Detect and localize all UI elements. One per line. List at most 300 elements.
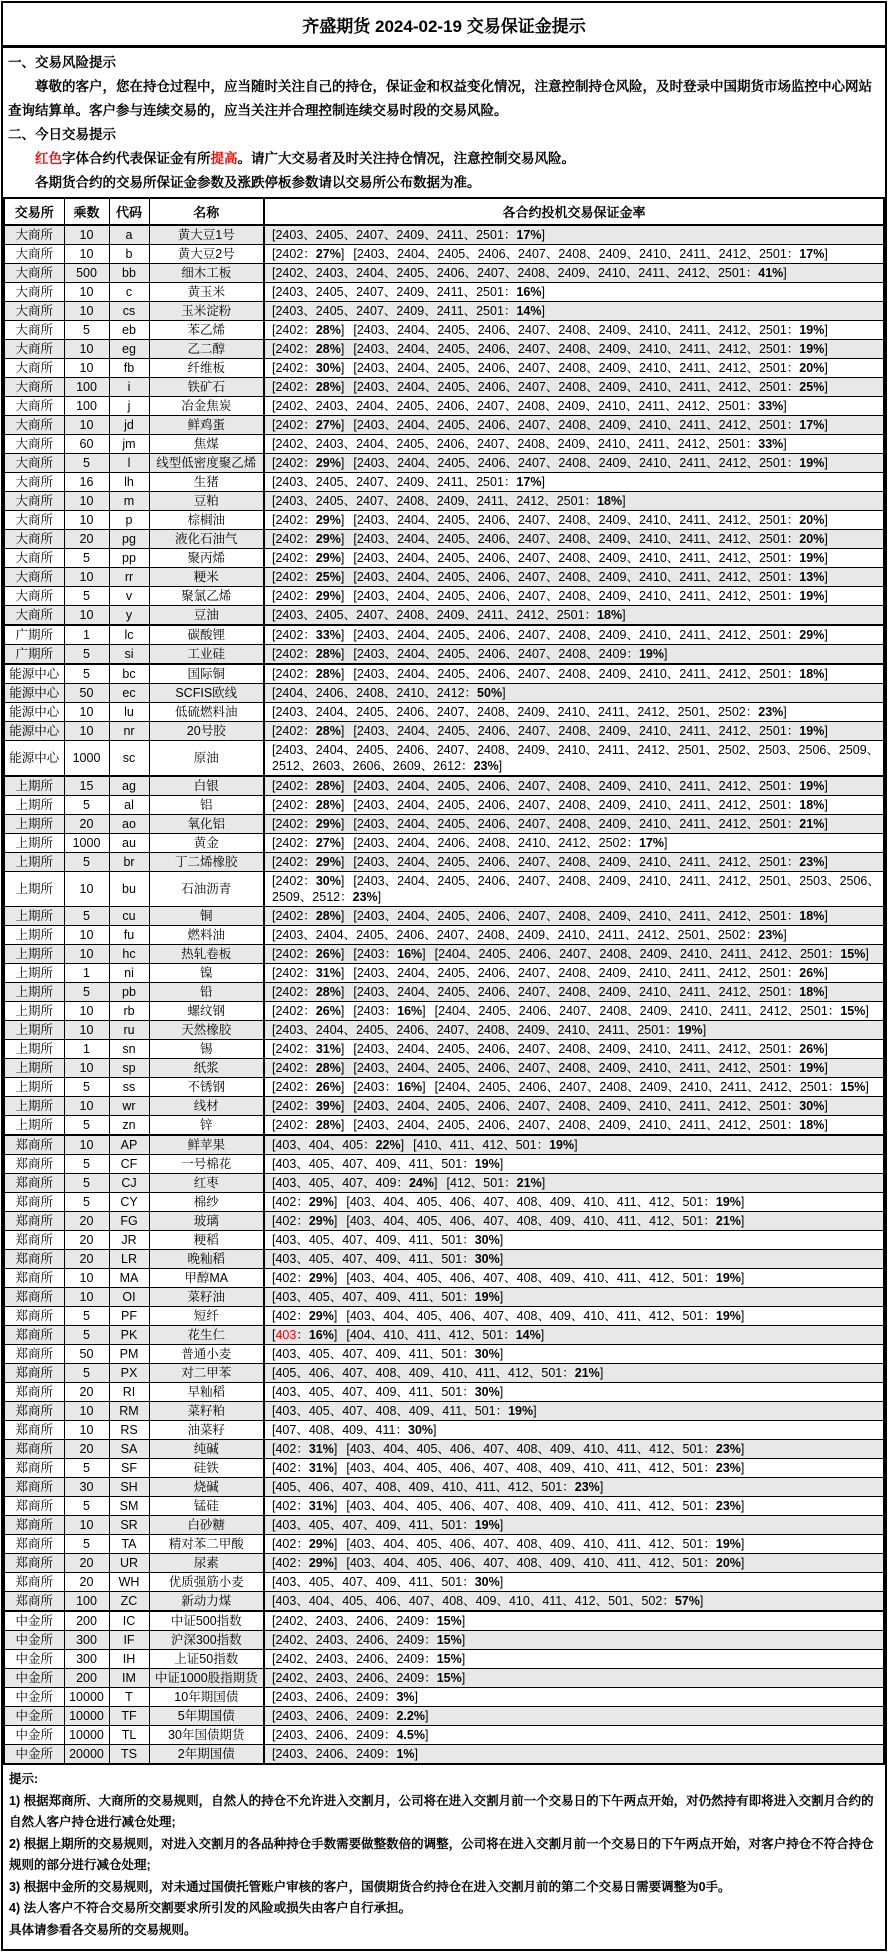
cell-code: OI xyxy=(109,1288,149,1307)
col-header-exchange: 交易所 xyxy=(4,198,64,225)
rate-segment: [2403、2406、2409：1%] xyxy=(272,1747,418,1761)
rate-segment: [403、405、407、409、411、501：19%] xyxy=(272,1518,504,1532)
rate-segment: [2402：29%] xyxy=(272,456,345,470)
cell-multiplier: 10 xyxy=(64,872,109,907)
margin-rate: 31% xyxy=(315,966,341,980)
cell-exchange: 上期所 xyxy=(4,815,64,834)
rate-segment: [2402：26%] xyxy=(272,947,345,961)
margin-rate: 18% xyxy=(799,909,825,923)
cell-name: 红枣 xyxy=(149,1174,264,1193)
contract-months: 2403、2405、2407、2409、2411、2501 xyxy=(275,475,504,489)
rate-segment: [402：29%] xyxy=(272,1271,338,1285)
contract-months: 403、404、405、406、407、408、409、410、411、412、501 xyxy=(349,1214,704,1228)
margin-rate: 25% xyxy=(315,570,341,584)
contract-months: 2402 xyxy=(275,874,304,888)
contract-months: 2402 xyxy=(275,551,304,565)
cell-multiplier: 15 xyxy=(64,776,109,796)
risk-section-heading: 一、交易风险提示 xyxy=(8,55,116,70)
cell-rates xyxy=(264,1097,884,1116)
margin-rate: 29% xyxy=(308,1195,334,1209)
margin-rate: 30% xyxy=(474,1233,500,1247)
margin-rate: 15% xyxy=(840,1080,866,1094)
margin-rate: 28% xyxy=(315,724,341,738)
rate-segment: [2403、2404、2405、2406、2407、2408、2409、2410、2411、2412、2501：26%] xyxy=(353,1042,828,1056)
cell-rates xyxy=(264,245,884,264)
cell-rates xyxy=(264,587,884,606)
contract-months: 2402、2403、2404、2405、2406、2407、2408、2409、2410、2411、2412、2501 xyxy=(275,266,746,280)
margin-rate: 16% xyxy=(397,1004,423,1018)
cell-multiplier: 5 xyxy=(64,321,109,340)
margin-rate: 29% xyxy=(315,532,341,546)
contract-months: 2402 xyxy=(275,647,304,661)
contract-months: 403、404、405、406、407、408、409、410、411、412、501 xyxy=(349,1537,704,1551)
cell-rates xyxy=(264,1002,884,1021)
margin-rate: 30% xyxy=(408,1423,434,1437)
rate-segment: [403、404、405、406、407、408、409、410、411、412、501、502：57%] xyxy=(272,1594,704,1608)
cell-multiplier: 10000 xyxy=(64,1688,109,1707)
cell-exchange: 上期所 xyxy=(4,1097,64,1116)
contract-months: 2402 xyxy=(275,947,304,961)
table-row xyxy=(4,378,884,397)
rate-segment: [2403、2404、2405、2406、2407、2408、2409、2410、2411、2412、2501：20%] xyxy=(353,513,828,527)
cell-exchange: 郑商所 xyxy=(4,1193,64,1212)
rate-segment: [402：29%] xyxy=(272,1214,338,1228)
cell-multiplier: 300 xyxy=(64,1650,109,1669)
cell-exchange: 上期所 xyxy=(4,907,64,926)
cell-multiplier: 5 xyxy=(64,907,109,926)
cell-exchange: 大商所 xyxy=(4,302,64,321)
rate-segment: [2402：33%] xyxy=(272,628,345,642)
cell-multiplier: 10 xyxy=(64,1402,109,1421)
rate-segment: [402：29%] xyxy=(272,1537,338,1551)
contract-months: 2403、2404、2405、2406、2407、2408、2409、2410、2411、2412、2501 xyxy=(356,798,787,812)
rate-segment: [2404、2406、2408、2410、2412：50%] xyxy=(272,686,506,700)
cell-code: j xyxy=(109,397,149,416)
table-row xyxy=(4,722,884,741)
margin-rate: 31% xyxy=(315,1042,341,1056)
cell-multiplier: 10 xyxy=(64,416,109,435)
margin-rate: 50% xyxy=(477,686,503,700)
rate-segment: [410、411、412、501：19%] xyxy=(413,1138,578,1152)
table-row xyxy=(4,302,884,321)
rate-segment: [2403：16%] xyxy=(353,1080,426,1094)
col-header-name: 名称 xyxy=(149,198,264,225)
cell-name: 乙二醇 xyxy=(149,340,264,359)
col-header-multiplier: 乘数 xyxy=(64,198,109,225)
margin-rate: 28% xyxy=(315,667,341,681)
margin-rate: 28% xyxy=(315,779,341,793)
rate-segment: [2402：39%] xyxy=(272,1099,345,1113)
cell-rates xyxy=(264,416,884,435)
cell-rates xyxy=(264,511,884,530)
cell-exchange: 能源中心 xyxy=(4,684,64,703)
contract-months: 403、404、405、406、407、408、409、410、411、412、501 xyxy=(349,1309,704,1323)
cell-rates xyxy=(264,1364,884,1383)
cell-name: 纯碱 xyxy=(149,1440,264,1459)
cell-rates xyxy=(264,1726,884,1745)
cell-exchange: 上期所 xyxy=(4,1021,64,1040)
cell-rates xyxy=(264,1669,884,1688)
cell-multiplier: 10 xyxy=(64,359,109,378)
table-row xyxy=(4,606,884,626)
cell-rates xyxy=(264,1174,884,1193)
rate-segment: [2402：29%] xyxy=(272,513,345,527)
cell-code: si xyxy=(109,645,149,665)
cell-name: 硅铁 xyxy=(149,1459,264,1478)
margin-rate: 39% xyxy=(315,1099,341,1113)
table-row xyxy=(4,454,884,473)
contract-months: 403、405、407、409 xyxy=(275,1176,397,1190)
table-row xyxy=(4,397,884,416)
table-row xyxy=(4,225,884,245)
margin-rate: 19% xyxy=(549,1138,575,1152)
rate-segment: [403、404、405：22%] xyxy=(272,1138,405,1152)
cell-rates xyxy=(264,1135,884,1155)
contract-months: 2402 xyxy=(275,1004,304,1018)
cell-code: FG xyxy=(109,1212,149,1231)
margin-rate: 29% xyxy=(308,1537,334,1551)
rate-segment: [403、405、407、409、411、501：30%] xyxy=(272,1575,504,1589)
margin-rate: 20% xyxy=(799,361,825,375)
cell-rates xyxy=(264,815,884,834)
cell-code: IH xyxy=(109,1650,149,1669)
margin-rate: 19% xyxy=(799,456,825,470)
notes-closing: 具体请参看各交易所的交易规则。 xyxy=(9,1922,197,1937)
cell-multiplier: 5 xyxy=(64,1193,109,1212)
cell-exchange: 大商所 xyxy=(4,492,64,511)
rate-segment: [2402：31%] xyxy=(272,966,345,980)
table-row xyxy=(4,568,884,587)
cell-code: p xyxy=(109,511,149,530)
cell-name: 铅 xyxy=(149,983,264,1002)
cell-rates xyxy=(264,1040,884,1059)
contract-months: 405、406、407、408、409、410、411、412、501 xyxy=(275,1366,563,1380)
cell-rates xyxy=(264,264,884,283)
table-row xyxy=(4,664,884,684)
cell-exchange: 中金所 xyxy=(4,1707,64,1726)
cell-code: CY xyxy=(109,1193,149,1212)
cell-multiplier: 5 xyxy=(64,645,109,665)
cell-code: JR xyxy=(109,1231,149,1250)
contract-months: 403、405、407、409、411、501 xyxy=(275,1157,463,1171)
table-row xyxy=(4,853,884,872)
cell-code: lh xyxy=(109,473,149,492)
table-row xyxy=(4,283,884,302)
cell-code: v xyxy=(109,587,149,606)
margin-rate: 29% xyxy=(308,1271,334,1285)
rate-segment: [2402：26%] xyxy=(272,1080,345,1094)
contract-months: 403、404、405、406、407、408、409、410、411、412、501 xyxy=(349,1461,704,1475)
cell-multiplier: 20 xyxy=(64,1231,109,1250)
contract-months: 403、405、407、409、411、501 xyxy=(275,1290,463,1304)
cell-rates xyxy=(264,1078,884,1097)
contract-months: 2403、2404、2405、2406、2407、2408、2409、2410、2411、2501 xyxy=(275,1023,666,1037)
cell-exchange: 郑商所 xyxy=(4,1478,64,1497)
cell-name: 粳米 xyxy=(149,568,264,587)
contract-months: 2403、2404、2405、2406、2407、2408、2409、2410、2411、2412、2501 xyxy=(356,342,787,356)
cell-exchange: 郑商所 xyxy=(4,1231,64,1250)
cell-multiplier: 10 xyxy=(64,1516,109,1535)
margin-rate: 26% xyxy=(799,966,825,980)
margin-rate: 1% xyxy=(396,1747,415,1761)
cell-exchange: 郑商所 xyxy=(4,1459,64,1478)
cell-name: 20号胶 xyxy=(149,722,264,741)
cell-exchange: 大商所 xyxy=(4,359,64,378)
rate-segment: [2403、2404、2405、2406、2407、2408、2409：19%] xyxy=(353,647,668,661)
rate-segment: [402：31%] xyxy=(272,1442,338,1456)
contract-months: 2403、2405、2407、2409、2411、2501 xyxy=(275,228,504,242)
cell-multiplier: 20 xyxy=(64,530,109,549)
cell-rates xyxy=(264,549,884,568)
rate-segment: [2403、2405、2407、2409、2411、2501：17%] xyxy=(272,475,545,489)
rate-segment: [403、404、405、406、407、408、409、410、411、412、501：19%] xyxy=(346,1309,745,1323)
margin-rate: 18% xyxy=(799,1118,825,1132)
rate-segment: [2403、2405、2407、2408、2409、2411、2412、2501：18%] xyxy=(272,608,626,622)
cell-name: 铁矿石 xyxy=(149,378,264,397)
rate-segment: [2402：28%] xyxy=(272,323,345,337)
cell-rates xyxy=(264,378,884,397)
contract-months: 2402 xyxy=(275,589,304,603)
margin-rate: 20% xyxy=(799,532,825,546)
rate-segment: [2403、2404、2405、2406、2407、2408、2409、2410、2411、2412、2501、2503、2506、2509、2512：23%] xyxy=(272,874,880,904)
cell-rates xyxy=(264,1516,884,1535)
table-row xyxy=(4,983,884,1002)
today-section-line2: 各期货合约的交易所保证金参数及涨跌停板参数请以交易所公布数据为准。 xyxy=(35,175,481,190)
contract-months: 2403、2404、2405、2406、2407、2408、2409、2410、2411、2412、2501 xyxy=(356,817,787,831)
cell-code: lc xyxy=(109,625,149,645)
cell-multiplier: 10 xyxy=(64,492,109,511)
cell-exchange: 上期所 xyxy=(4,926,64,945)
cell-rates xyxy=(264,1231,884,1250)
contract-months: 403、404、405、406、407、408、409、410、411、412、501 xyxy=(349,1556,704,1570)
rate-segment: [2403、2406、2409：3%] xyxy=(272,1690,418,1704)
rate-segment: [403、405、407、408、409、411、501：19%] xyxy=(272,1404,537,1418)
cell-multiplier: 10 xyxy=(64,283,109,302)
rate-segment: [403、404、405、406、407、408、409、410、411、412、501：23%] xyxy=(346,1461,745,1475)
cell-name: 甲醇MA xyxy=(149,1269,264,1288)
margin-rate: 18% xyxy=(597,494,623,508)
table-row xyxy=(4,435,884,454)
cell-multiplier: 5 xyxy=(64,1116,109,1136)
cell-code: SH xyxy=(109,1478,149,1497)
cell-name: 铝 xyxy=(149,796,264,815)
table-row xyxy=(4,625,884,645)
contract-months: 2402 xyxy=(275,247,304,261)
cell-multiplier: 10 xyxy=(64,703,109,722)
rate-segment: [2402：28%] xyxy=(272,724,345,738)
cell-exchange: 郑商所 xyxy=(4,1592,64,1612)
rate-segment: [2402、2403、2406、2409：15%] xyxy=(272,1652,466,1666)
cell-code: nr xyxy=(109,722,149,741)
rate-segment: [2402：28%] xyxy=(272,1061,345,1075)
margin-rate: 23% xyxy=(758,928,784,942)
rate-segment: [2402：27%] xyxy=(272,247,345,261)
cell-code: RS xyxy=(109,1421,149,1440)
cell-code: lu xyxy=(109,703,149,722)
contract-months: 2403、2406、2409 xyxy=(275,1690,384,1704)
cell-rates xyxy=(264,964,884,983)
contract-months: 2402、2403、2404、2405、2406、2407、2408、2409、2410、2411、2412、2501 xyxy=(275,437,746,451)
rate-segment: [2403、2404、2405、2406、2407、2408、2409、2410、2411、2412、2501：18%] xyxy=(353,1118,828,1132)
cell-exchange: 上期所 xyxy=(4,872,64,907)
contract-months: 2402 xyxy=(275,855,304,869)
contract-months: 2403、2404、2405、2406、2407、2408、2409、2410、2411、2412、2501 xyxy=(356,966,787,980)
cell-name: 尿素 xyxy=(149,1554,264,1573)
cell-multiplier: 20000 xyxy=(64,1745,109,1765)
cell-multiplier: 5 xyxy=(64,1174,109,1193)
margin-rate: 31% xyxy=(308,1461,334,1475)
cell-multiplier: 5 xyxy=(64,454,109,473)
margin-table xyxy=(3,197,885,1765)
cell-code: cu xyxy=(109,907,149,926)
cell-code: pp xyxy=(109,549,149,568)
rate-segment: [2402：27%] xyxy=(272,836,345,850)
contract-months: 2403、2405、2407、2408、2409、2411、2412、2501 xyxy=(275,494,585,508)
rate-segment: [2404、2405、2406、2407、2408、2409、2410、2411、2412、2501：15%] xyxy=(434,1004,869,1018)
cell-exchange: 上期所 xyxy=(4,834,64,853)
contract-months: 2402 xyxy=(275,779,304,793)
rate-segment: [2403、2404、2405、2406、2407、2408、2409、2410、2411、2412、2501：19%] xyxy=(353,1061,828,1075)
contract-months: 403、404、405、406、407、408、409、410、411、412、501 xyxy=(349,1271,704,1285)
rate-segment: [2402：29%] xyxy=(272,855,345,869)
margin-rate: 19% xyxy=(474,1157,500,1171)
contract-months: 405、406、407、408、409、410、411、412、501 xyxy=(275,1480,563,1494)
cell-multiplier: 10 xyxy=(64,302,109,321)
cell-name: 纸浆 xyxy=(149,1059,264,1078)
cell-rates xyxy=(264,776,884,796)
contract-months: 2402 xyxy=(275,1061,304,1075)
margin-rate: 30% xyxy=(799,1099,825,1113)
cell-multiplier: 30 xyxy=(64,1478,109,1497)
rate-segment: [2402：30%] xyxy=(272,361,345,375)
cell-rates xyxy=(264,302,884,321)
rate-segment: [2403、2404、2405、2406、2407、2408、2409、2410、2411、2412、2501：19%] xyxy=(353,342,828,356)
cell-rates xyxy=(264,1288,884,1307)
cell-rates xyxy=(264,983,884,1002)
margin-rate: 21% xyxy=(715,1214,741,1228)
margin-rate: 29% xyxy=(308,1556,334,1570)
cell-code: CF xyxy=(109,1155,149,1174)
table-header-row xyxy=(4,198,884,225)
contract-months: 2402 xyxy=(275,323,304,337)
cell-rates xyxy=(264,1116,884,1136)
contract-months: 2403、2406、2409 xyxy=(275,1709,384,1723)
cell-multiplier: 300 xyxy=(64,1631,109,1650)
contract-months: 403、404、405、406、407、408、409、410、411、412、501 xyxy=(349,1499,704,1513)
rate-segment: [403、404、405、406、407、408、409、410、411、412、501：19%] xyxy=(346,1271,745,1285)
contract-months: 2403、2404、2405、2406、2407、2408、2409、2410、2411、2412、2501 xyxy=(356,532,787,546)
cell-rates xyxy=(264,1193,884,1212)
contract-months: 2403、2404、2405、2406、2407、2408、2409、2410、2411、2412、2501、2502、2503、2506、2509、2512、2603、2606、2609、2612 xyxy=(272,743,880,773)
cell-name: 国际铜 xyxy=(149,664,264,684)
cell-multiplier: 10 xyxy=(64,1002,109,1021)
cell-rates xyxy=(264,945,884,964)
rate-segment: [407、408、409、411：30%] xyxy=(272,1423,437,1437)
contract-months: 2402 xyxy=(275,342,304,356)
cell-name: 丁二烯橡胶 xyxy=(149,853,264,872)
rate-segment: [403、405、407、409、411、501：30%] xyxy=(272,1252,504,1266)
cell-multiplier: 50 xyxy=(64,1345,109,1364)
cell-code: SR xyxy=(109,1516,149,1535)
rate-segment: [2402：26%] xyxy=(272,1004,345,1018)
rate-segment: [2403、2405、2407、2409、2411、2501：17%] xyxy=(272,228,545,242)
cell-name: 镍 xyxy=(149,964,264,983)
cell-multiplier: 5 xyxy=(64,1155,109,1174)
rate-segment: [2403、2404、2405、2406、2407、2408、2409、2410、2411、2412、2501、2502：23%] xyxy=(272,705,787,719)
margin-rate: 30% xyxy=(474,1385,500,1399)
cell-name: 线型低密度聚乙烯 xyxy=(149,454,264,473)
rate-segment: [402：29%] xyxy=(272,1309,338,1323)
cell-code: c xyxy=(109,283,149,302)
contract-months: 403、405、407、409、411、501 xyxy=(275,1347,463,1361)
contract-months: 2403、2404、2405、2406、2407、2408、2409、2410、2411、2412、2501 xyxy=(356,513,787,527)
margin-rate: 16% xyxy=(308,1328,334,1342)
contract-months: 403、405、407、409、411、501 xyxy=(275,1252,463,1266)
cell-code: TL xyxy=(109,1726,149,1745)
cell-rates xyxy=(264,1459,884,1478)
margin-rate: 25% xyxy=(799,380,825,394)
cell-multiplier: 1 xyxy=(64,964,109,983)
cell-code: zn xyxy=(109,1116,149,1136)
contract-months: 2403、2406、2409 xyxy=(275,1747,384,1761)
rate-segment: [2402：28%] xyxy=(272,909,345,923)
table-row xyxy=(4,530,884,549)
cell-exchange: 上期所 xyxy=(4,945,64,964)
rate-segment: [2402：29%] xyxy=(272,551,345,565)
cell-name: 白砂糖 xyxy=(149,1516,264,1535)
cell-code: br xyxy=(109,853,149,872)
cell-exchange: 能源中心 xyxy=(4,664,64,684)
margin-rate: 23% xyxy=(352,890,378,904)
cell-exchange: 上期所 xyxy=(4,983,64,1002)
rate-segment: [2404、2405、2406、2407、2408、2409、2410、2411、2412、2501：15%] xyxy=(434,947,869,961)
rate-segment: [403、405、407、409、411、501：30%] xyxy=(272,1233,504,1247)
cell-rates xyxy=(264,1021,884,1040)
contract-months: 2402 xyxy=(275,628,304,642)
margin-rate: 19% xyxy=(799,551,825,565)
cell-name: 黄大豆2号 xyxy=(149,245,264,264)
cell-multiplier: 5 xyxy=(64,587,109,606)
cell-rates xyxy=(264,606,884,626)
cell-code: SA xyxy=(109,1440,149,1459)
rate-segment: [403、405、407、409、411、501：19%] xyxy=(272,1290,504,1304)
margin-rate: 18% xyxy=(799,798,825,812)
table-row xyxy=(4,1611,884,1631)
rate-segment: [2402：29%] xyxy=(272,817,345,831)
cell-multiplier: 100 xyxy=(64,397,109,416)
cell-rates xyxy=(264,625,884,645)
contract-months: 402 xyxy=(275,1537,297,1551)
cell-name: 天然橡胶 xyxy=(149,1021,264,1040)
cell-name: 燃料油 xyxy=(149,926,264,945)
cell-exchange: 郑商所 xyxy=(4,1307,64,1326)
contract-months: 2402、2403、2406、2409 xyxy=(275,1652,425,1666)
cell-rates xyxy=(264,359,884,378)
cell-exchange: 郑商所 xyxy=(4,1288,64,1307)
table-row xyxy=(4,549,884,568)
cell-code: ru xyxy=(109,1021,149,1040)
table-row xyxy=(4,1288,884,1307)
contract-months: 2403、2404、2405、2406、2407、2408、2409、2410、2411、2412、2501 xyxy=(356,456,787,470)
rate-segment: [2403、2404、2405、2406、2407、2408、2409、2410、2411、2412、2501：18%] xyxy=(353,985,828,999)
cell-name: 鲜鸡蛋 xyxy=(149,416,264,435)
contract-months: 2403、2404、2405、2406、2407、2408、2409 xyxy=(356,647,627,661)
cell-exchange: 中金所 xyxy=(4,1745,64,1765)
table-row xyxy=(4,1135,884,1155)
cell-name: 白银 xyxy=(149,776,264,796)
cell-name: 热轧卷板 xyxy=(149,945,264,964)
cell-rates xyxy=(264,926,884,945)
